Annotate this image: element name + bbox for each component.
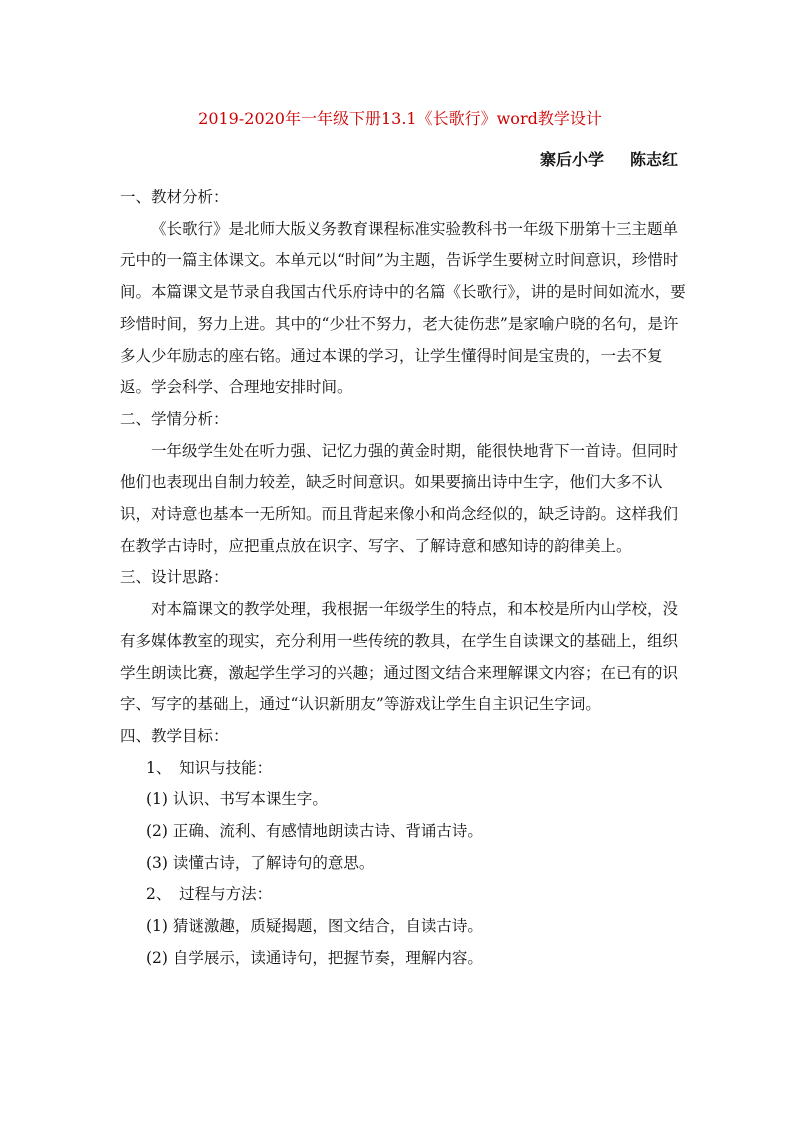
school-name: 寨后小学 <box>539 150 604 169</box>
goal-1-item: (3) 读懂古诗，了解诗句的意思。 <box>146 853 375 872</box>
goal-2-item: (1) 猜谜激趣，质疑揭题，图文结合，自读古诗。 <box>146 917 483 936</box>
section-heading-3: 三、设计思路： <box>120 568 229 587</box>
goal-2-item: (2) 自学展示，读通诗句，把握节奏，理解内容。 <box>146 948 483 967</box>
section-heading-1: 一、教材分析： <box>120 188 229 206</box>
section-heading-2: 二、学情分析： <box>120 409 229 428</box>
section-paragraph-3: 对本篇课文的教学处理，我根据一年级学生的特点，和本校是所内山学校，没有多媒体教室的现实，充分利用一些传统的教具，在学生自读课文的基础上，组织学生朗读比赛，激起学生学习的兴趣；通过图文结合来理解课文内容；在已有的识字、写字的基础上，通过“认识新朋友”等游戏让学生自主识记生字词。 <box>120 600 679 714</box>
author-name: 陈志红 <box>629 150 678 169</box>
goal-1-item: (2) 正确、流利、有感情地朗读古诗、背诵古诗。 <box>146 822 483 841</box>
document-body <box>120 182 690 975</box>
section-paragraph-1: 《长歌行》是北师大版义务教育课程标准实验教科书一年级下册第十三主题单元中的一篇主体课文。本单元以“时间”为主题，告诉学生要树立时间意识，珍惜时间。本篇课文是节录自我国古代乐府诗中的名篇《长歌行》，讲的是时间如流水，要珍惜时间，努力上进。其中的“少壮不努力，老大徒伤悲”是家喻户晓的名句，是许多人少年励志的座右铭。通过本课的学习，让学生懂得时间是宝贵的，一去不复返。学会科学、合理地安排时间。 <box>120 219 686 397</box>
goal-heading-1: 1、 知识与技能： <box>146 758 273 777</box>
section-paragraph-2: 一年级学生处在听力强、记忆力强的黄金时期，能很快地背下一首诗。但同时他们也表现出自制力较差，缺乏时间意识。如果要摘出诗中生字，他们大多不认识，对诗意也基本一无所知。而且背起来像小和尚念经似的，缺乏诗韵。这样我们在教学古诗时，应把重点放在识字、写字、了解诗意和感知诗的韵律美上。 <box>120 441 679 555</box>
goal-1-item: (1) 认识、书写本课生字。 <box>146 790 328 809</box>
section-heading-4: 四、教学目标： <box>120 726 229 745</box>
goal-heading-2: 2、 过程与方法： <box>146 885 273 904</box>
document-title: 2019-2020年一年级下册13.1《长歌行》word教学设计 <box>198 109 602 128</box>
author-line <box>540 148 678 172</box>
